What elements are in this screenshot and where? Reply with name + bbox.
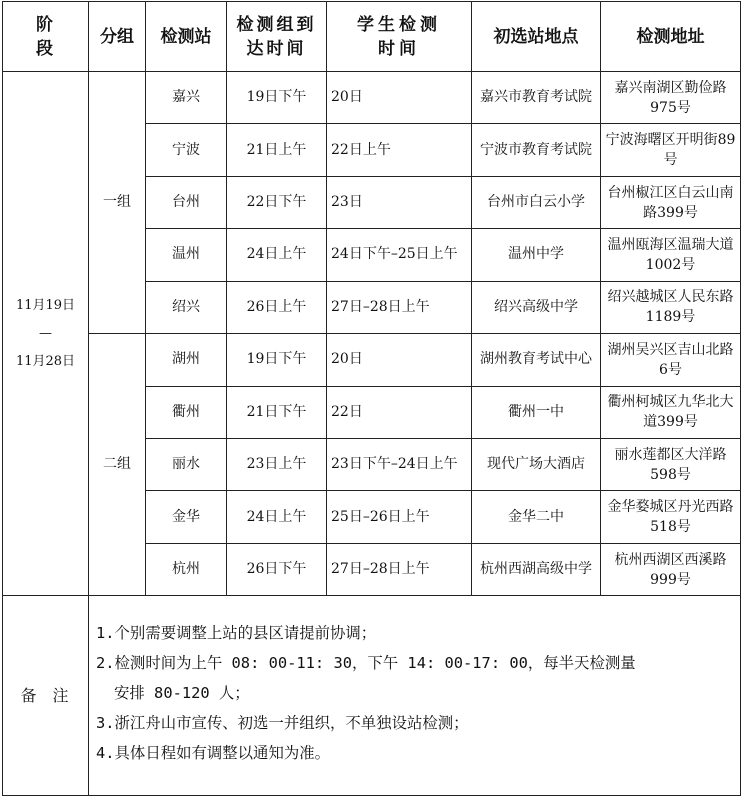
station: 宁波 — [146, 124, 227, 176]
note-item: 2.检测时间为上午 08: 00-11: 30，下午 14: 00-17: 00，每半天检测量 — [96, 654, 636, 673]
stage-dash: — — [39, 325, 52, 341]
station: 衢州 — [146, 386, 227, 438]
student-time: 20日 — [327, 72, 472, 124]
arrival-time: 23日上午 — [227, 438, 327, 490]
station: 丽水 — [146, 438, 227, 490]
note-item: 4.具体日程如有调整以通知为准。 — [96, 744, 331, 763]
header-row — [3, 2, 741, 72]
arrival-time: 19日下午 — [227, 334, 327, 386]
student-time: 20日 — [327, 334, 472, 386]
group-1: 一组 — [89, 72, 146, 334]
note-item: 1.个别需要调整上站的县区请提前协调； — [96, 624, 377, 643]
address: 宁波海曙区开明街89号 — [601, 124, 741, 176]
header-arrival-time: 检测组到达时间 — [227, 2, 327, 72]
station: 嘉兴 — [146, 72, 227, 124]
prelim-site: 台州市白云小学 — [472, 176, 601, 228]
header-address: 检测地址 — [601, 2, 741, 72]
schedule-table — [2, 1, 741, 796]
arrival-time: 26日下午 — [227, 543, 327, 595]
station: 金华 — [146, 491, 227, 543]
prelim-site: 宁波市教育考试院 — [472, 124, 601, 176]
address: 丽水莲都区大洋路598号 — [601, 438, 741, 490]
arrival-time: 24日上午 — [227, 491, 327, 543]
address: 绍兴越城区人民东路1189号 — [601, 281, 741, 333]
header-prelim-site: 初选站地点 — [472, 2, 601, 72]
station: 杭州 — [146, 543, 227, 595]
prelim-site: 湖州教育考试中心 — [472, 334, 601, 386]
prelim-site: 温州中学 — [472, 229, 601, 281]
group-2: 二组 — [89, 334, 146, 596]
arrival-time: 24日上午 — [227, 229, 327, 281]
student-time: 25日–26日上午 — [327, 491, 472, 543]
address: 台州椒江区白云山南路399号 — [601, 176, 741, 228]
address: 杭州西湖区西溪路999号 — [601, 543, 741, 595]
student-time: 22日 — [327, 386, 472, 438]
header-station: 检测站 — [146, 2, 227, 72]
stage-end: 11月28日 — [15, 353, 76, 369]
prelim-site: 金华二中 — [472, 491, 601, 543]
notes-row — [3, 596, 741, 796]
arrival-time: 22日下午 — [227, 176, 327, 228]
stage-start: 11月19日 — [15, 297, 76, 313]
notes-cell — [89, 596, 741, 796]
prelim-site: 衢州一中 — [472, 386, 601, 438]
arrival-time: 19日下午 — [227, 72, 327, 124]
note-item: 3.浙江舟山市宣传、初选一并组织，不单独设站检测； — [96, 714, 469, 733]
stage-cell — [3, 72, 89, 596]
prelim-site: 绍兴高级中学 — [472, 281, 601, 333]
student-time: 22日上午 — [327, 124, 472, 176]
student-time: 27日–28日上午 — [327, 543, 472, 595]
header-stage: 阶段 — [3, 2, 89, 72]
header-group: 分组 — [89, 2, 146, 72]
prelim-site: 杭州西湖高级中学 — [472, 543, 601, 595]
student-time: 27日–28日上午 — [327, 281, 472, 333]
station: 湖州 — [146, 334, 227, 386]
table-row — [3, 334, 741, 386]
arrival-time: 21日上午 — [227, 124, 327, 176]
note-item-continued: 安排 80-120 人； — [114, 684, 250, 703]
header-student-time: 学生检测时间 — [327, 2, 472, 72]
address: 衢州柯城区九华北大道399号 — [601, 386, 741, 438]
address: 金华婺城区丹光西路518号 — [601, 491, 741, 543]
table-row — [3, 72, 741, 124]
station: 绍兴 — [146, 281, 227, 333]
notes-label: 备注 — [3, 596, 89, 796]
student-time: 23日 — [327, 176, 472, 228]
address: 温州瓯海区温瑞大道1002号 — [601, 229, 741, 281]
address: 嘉兴南湖区勤俭路975号 — [601, 72, 741, 124]
student-time: 23日下午–24日上午 — [327, 438, 472, 490]
student-time: 24日下午–25日上午 — [327, 229, 472, 281]
arrival-time: 21日下午 — [227, 386, 327, 438]
address: 湖州吴兴区吉山北路6号 — [601, 334, 741, 386]
station: 台州 — [146, 176, 227, 228]
station: 温州 — [146, 229, 227, 281]
arrival-time: 26日上午 — [227, 281, 327, 333]
prelim-site: 现代广场大酒店 — [472, 438, 601, 490]
prelim-site: 嘉兴市教育考试院 — [472, 72, 601, 124]
